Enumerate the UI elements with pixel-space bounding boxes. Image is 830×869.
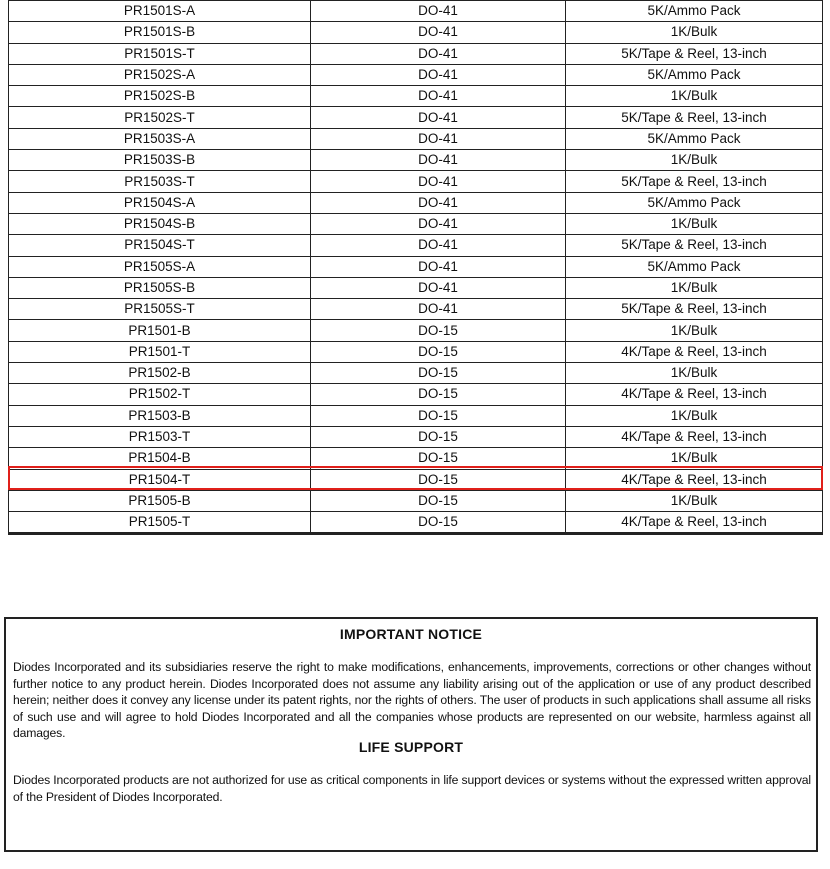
- packaging-cell: 1K/Bulk: [566, 150, 823, 171]
- part-number-cell: PR1503-B: [9, 405, 311, 426]
- table-row: [9, 277, 823, 298]
- case-cell: DO-41: [311, 86, 566, 107]
- case-cell: DO-15: [311, 363, 566, 384]
- table-row: [9, 64, 823, 85]
- table-row: [9, 86, 823, 107]
- packaging-cell: 4K/Tape & Reel, 13-inch: [566, 469, 823, 490]
- packaging-cell: 5K/Tape & Reel, 13-inch: [566, 107, 823, 128]
- case-cell: DO-15: [311, 512, 566, 534]
- case-cell: DO-15: [311, 384, 566, 405]
- part-number-cell: PR1502S-B: [9, 86, 311, 107]
- packaging-cell: 5K/Ammo Pack: [566, 128, 823, 149]
- part-number-cell: PR1501S-B: [9, 22, 311, 43]
- part-number-cell: PR1504S-T: [9, 235, 311, 256]
- case-cell: DO-41: [311, 128, 566, 149]
- part-number-cell: PR1501-T: [9, 341, 311, 362]
- case-cell: DO-41: [311, 277, 566, 298]
- part-number-cell: PR1505-B: [9, 490, 311, 511]
- packaging-cell: 4K/Tape & Reel, 13-inch: [566, 512, 823, 534]
- life-support-heading: LIFE SUPPORT: [358, 739, 464, 755]
- table-row: [9, 299, 823, 320]
- case-cell: DO-15: [311, 341, 566, 362]
- part-number-cell: PR1503S-A: [9, 128, 311, 149]
- packaging-cell: 5K/Tape & Reel, 13-inch: [566, 299, 823, 320]
- table-row: [9, 128, 823, 149]
- packaging-cell: 4K/Tape & Reel, 13-inch: [566, 426, 823, 447]
- packaging-cell: 1K/Bulk: [566, 320, 823, 341]
- case-cell: DO-41: [311, 192, 566, 213]
- part-number-cell: PR1502-T: [9, 384, 311, 405]
- life-support-text: Diodes Incorporated products are not authorized for use as critical components in life support devices or systems without the expressed written approval of the President of Diodes Incorporated.: [13, 773, 811, 804]
- packaging-cell: 5K/Ammo Pack: [566, 192, 823, 213]
- case-cell: DO-41: [311, 1, 566, 22]
- part-number-cell: PR1504S-A: [9, 192, 311, 213]
- part-number-cell: PR1501-B: [9, 320, 311, 341]
- packaging-cell: 5K/Tape & Reel, 13-inch: [566, 43, 823, 64]
- table-row: [9, 469, 823, 490]
- table-row: [9, 320, 823, 341]
- case-cell: DO-15: [311, 320, 566, 341]
- table-row: [9, 341, 823, 362]
- case-cell: DO-15: [311, 426, 566, 447]
- notice-box: [4, 617, 818, 852]
- case-cell: DO-41: [311, 22, 566, 43]
- packaging-cell: 5K/Tape & Reel, 13-inch: [566, 171, 823, 192]
- case-cell: DO-15: [311, 405, 566, 426]
- table-body: [9, 1, 823, 534]
- table-row: [9, 512, 823, 534]
- packaging-cell: 4K/Tape & Reel, 13-inch: [566, 341, 823, 362]
- table-row: [9, 363, 823, 384]
- packaging-cell: 1K/Bulk: [566, 363, 823, 384]
- case-cell: DO-41: [311, 235, 566, 256]
- case-cell: DO-41: [311, 64, 566, 85]
- packaging-cell: 5K/Ammo Pack: [566, 256, 823, 277]
- table-row: [9, 235, 823, 256]
- case-cell: DO-15: [311, 448, 566, 469]
- case-cell: DO-41: [311, 43, 566, 64]
- part-number-cell: PR1504-T: [9, 469, 311, 490]
- table-row: [9, 490, 823, 511]
- part-number-cell: PR1503S-T: [9, 171, 311, 192]
- case-cell: DO-15: [311, 490, 566, 511]
- table-row: [9, 171, 823, 192]
- packaging-cell: 1K/Bulk: [566, 490, 823, 511]
- case-cell: DO-41: [311, 107, 566, 128]
- packaging-cell: 1K/Bulk: [566, 213, 823, 234]
- packaging-cell: 5K/Tape & Reel, 13-inch: [566, 235, 823, 256]
- packaging-cell: 4K/Tape & Reel, 13-inch: [566, 384, 823, 405]
- part-number-cell: PR1503-T: [9, 426, 311, 447]
- part-number-cell: PR1503S-B: [9, 150, 311, 171]
- packaging-cell: 5K/Ammo Pack: [566, 64, 823, 85]
- case-cell: DO-41: [311, 171, 566, 192]
- table-row: [9, 1, 823, 22]
- part-number-cell: PR1505-T: [9, 512, 311, 534]
- case-cell: DO-41: [311, 256, 566, 277]
- table-row: [9, 213, 823, 234]
- part-number-cell: PR1501S-T: [9, 43, 311, 64]
- packaging-cell: 1K/Bulk: [566, 277, 823, 298]
- case-cell: DO-41: [311, 150, 566, 171]
- important-notice-text: Diodes Incorporated and its subsidiaries reserve the right to make modifications, enhancements, improvements, corrections or other changes without further notice to any product herein. Diodes Incorporated does not assume any liability arising out of the application or use of any product described herein; neither does it convey any license under its patent rights, nor the rights of others. The user of products in such applications shall assume all risks of such use and will agree to hold Diodes Incorporated and all the companies whose products are represented on our website, harmless against all damages.: [13, 660, 811, 741]
- packaging-cell: 1K/Bulk: [566, 86, 823, 107]
- important-notice-heading: IMPORTANT NOTICE: [339, 626, 483, 642]
- part-number-cell: PR1504-B: [9, 448, 311, 469]
- packaging-cell: 1K/Bulk: [566, 405, 823, 426]
- part-number-cell: PR1505S-A: [9, 256, 311, 277]
- table-row: [9, 192, 823, 213]
- part-number-cell: PR1504S-B: [9, 213, 311, 234]
- table-row: [9, 405, 823, 426]
- table-row: [9, 448, 823, 469]
- part-number-cell: PR1505S-B: [9, 277, 311, 298]
- part-number-cell: PR1502S-A: [9, 64, 311, 85]
- table-row: [9, 384, 823, 405]
- case-cell: DO-41: [311, 299, 566, 320]
- table-row: [9, 426, 823, 447]
- ordering-information-table: [8, 0, 823, 535]
- table-row: [9, 256, 823, 277]
- table-row: [9, 22, 823, 43]
- part-number-cell: PR1502-B: [9, 363, 311, 384]
- table-row: [9, 150, 823, 171]
- table-row: [9, 43, 823, 64]
- case-cell: DO-41: [311, 213, 566, 234]
- part-number-cell: PR1501S-A: [9, 1, 311, 22]
- table-row: [9, 107, 823, 128]
- part-number-cell: PR1502S-T: [9, 107, 311, 128]
- case-cell: DO-15: [311, 469, 566, 490]
- part-number-cell: PR1505S-T: [9, 299, 311, 320]
- packaging-cell: 1K/Bulk: [566, 448, 823, 469]
- packaging-cell: 1K/Bulk: [566, 22, 823, 43]
- packaging-cell: 5K/Ammo Pack: [566, 1, 823, 22]
